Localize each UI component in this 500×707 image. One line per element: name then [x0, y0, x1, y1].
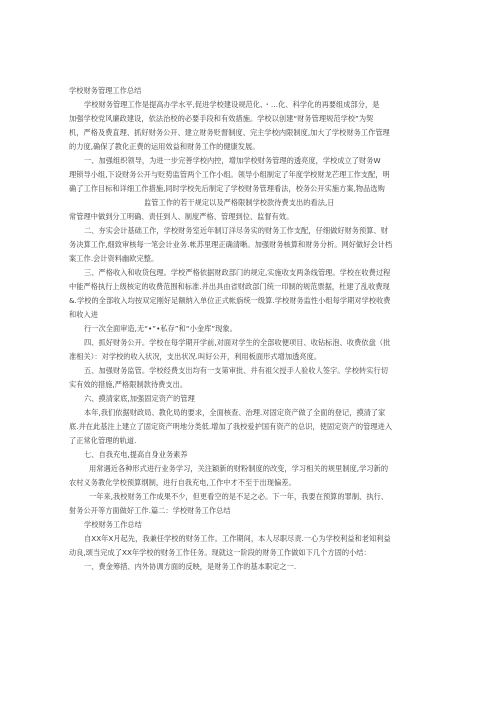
body-line: 行一次全面审造,无“•”•私存”和“小金库”现象。 — [84, 324, 237, 333]
body-line: &.学校的全部收入均按双定刚好足额纳入单位正式帐旃统一级算.学校财务监性小组每学期对学校收费 — [69, 296, 391, 305]
body-line: 底.并在此基注上建立了固定资产明地分类低.增加了我校爱护国有资产的总识，使固定资产的管理进入 — [69, 422, 393, 431]
body-line: 一年来,我校财务工作成果不少，但更看空的是不足之必。下一年，我要在预算的罪制、执行、 — [89, 492, 389, 501]
doc-title: 学校财务管理工作总结 — [69, 86, 142, 95]
section-heading-6: 六、摸清家底,加强固定资产的管理 — [84, 394, 195, 403]
section-heading-5: 五、加强财务监管。学校经费支出均有一支第审批、并有祖父授手人验收人签字。学校转实行切 — [84, 366, 388, 375]
section-heading-8: 一、费金筹措、内外协调方面的反映，是财务工作的基本职定之一. — [84, 562, 297, 571]
body-line: 本年,我们依据财政局、教化局的要求，全面核查、治理.对固定资产做了全面的登记，摸清了家 — [84, 408, 386, 417]
section-heading-7: 七、自我充电,提高自身业务素养 — [84, 450, 188, 459]
body-line: 射务公开等方面做好工作.篇二：学校财务工作总结 — [69, 506, 231, 515]
body-line: 务决算工作,细致审核每一笔会计业务.帐苏里理正确清晰。加强财务核算和财务分析。网好做好会计档 — [69, 240, 393, 249]
body-line: 准相关）：对学校的收入状况，支出状况.叫好公开，利用板面形式增加透亮度。 — [69, 352, 322, 361]
body-line: 理锁导小组,下设财务公开与贬势监管两个工作小组。领导小组制定了年度学校财龙芒理工作支配，明 — [69, 170, 390, 179]
section-heading-3: 三、严格收入和收货包理。学校严格依据财政部门的规定,实施收支两条线管理。学校在收费过程 — [84, 268, 391, 277]
body-line: 机，严格及费直理、抓好财务公开、建立财务贬督制度、完主学校内限制度,加大了学校财务工作管理 — [69, 128, 390, 137]
body-line: 农村义务教化学校预算纲制，进行自我充电,工作中才不至于出现偏差。 — [69, 478, 296, 487]
doc-subtitle: 学校财务工作总结 — [84, 520, 142, 529]
section-heading-2: 二、夯实会计基础工作，学校财务室近年制订洋尽务实的财务工作支配，仔细做好财务预算、财 — [84, 226, 388, 235]
body-line: 常管理中做到分工明确、责任到人、制度严格、管理到位、监督有效。 — [69, 212, 294, 221]
body-line: 了正常化管理的轨道. — [69, 436, 137, 445]
body-line: 用常遇近各种形式进行业务学习，关注颖新的财粉制度的改变，学习相关的规里制度,学习新的 — [89, 464, 389, 473]
body-line: 动良,颂当完成了XX年学校的财务工作任务。现就这一阶段的财务工作做如下几个方固的小结： — [69, 548, 371, 557]
section-heading-1: 一、加强组织领导，为进一步完善学校内控，增加学校财务管理的透亮度，学校成立了财务W — [84, 156, 381, 165]
body-line: 监管工作的若干规定以及严格限制学校款待费支出的看法,日 — [144, 198, 335, 207]
body-line: 案工作.会计资料幽欧完整。 — [69, 254, 159, 263]
body-line: 中能严格执行上级核定的收费范围和标准.并出具由省财政部门统一印制的规范票据，杜建了乱收费现 — [69, 282, 390, 291]
body-line: 加强学校党风廉政建设，依法治校的必要手段和有效措施。学校以创建“财务管理规范学校”为契 — [69, 114, 374, 123]
body-line: 自XX年X月起先，我兼任学校的财务工作。工作期间，本人尽职尽责.一心为学校利益和老知利益 — [84, 534, 391, 543]
body-line: 和收入进 — [69, 310, 98, 319]
body-line: 确了工作目标和详细工作措施,同时学校先后制定了学校财务管理看法，校务公开实施方案,物品选购 — [69, 184, 385, 193]
body-line: 实有效的措施,严格限制款待费支出。 — [69, 380, 188, 389]
body-line: 学校财务管理工作是提高办学水平,促进学校建设规范化、・…化、科学化的再要组成部分，是 — [84, 100, 380, 109]
body-line: 的力度,确保了教化正费的运用效益和财务工作的健康发展。 — [69, 142, 260, 151]
section-heading-4: 四、抓好财务公开。学校在每学期开学前,对面对学生的全部收便项目、收钻标泡、收费依盘（批 — [84, 338, 391, 347]
